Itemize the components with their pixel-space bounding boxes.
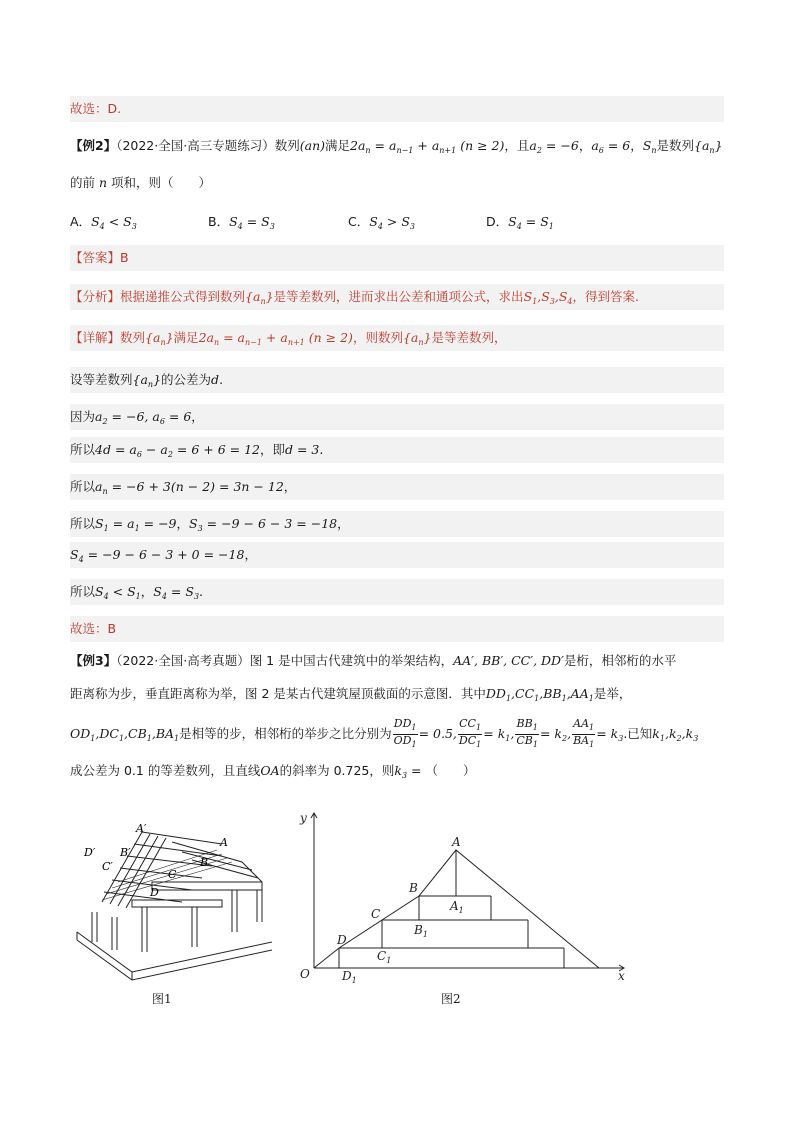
solution-step-4: 所以$a_n = -6 + 3(n - 2) = 3n - 12$， (70, 474, 724, 500)
math-expression: $a_2 = -6$, $a_6 = 6$ (95, 409, 192, 426)
text-span: （2022·全国·高考真题）图 1 是中国古代建筑中的举架结构， (116, 653, 454, 668)
math-expression: $\{a_n\}$ (402, 330, 432, 347)
fig2-label-o: O (300, 967, 310, 981)
math-recurrence: $2a_n = a_{n-1} + a_{n+1}$ (n ≥ 2) (350, 138, 505, 155)
text-span: 的公差为 (161, 372, 212, 387)
solution-step-2: 因为$a_2 = -6$, $a_6 = 6$， (70, 404, 724, 430)
text-span: ，得到答案. (572, 289, 639, 304)
fig1-label-c: C (168, 868, 177, 881)
solution-step-1: 设等差数列$\{a_n\}$的公差为d. (70, 367, 724, 393)
solution-step-6: $S_4 = -9 - 6 - 3 + 0 = -18$， (70, 542, 724, 568)
example3-line3 (70, 718, 724, 750)
figure2-roof-section (294, 808, 634, 983)
example2-source: （2022·全国·高三专题练习） (116, 138, 275, 153)
math-fraction: $\frac{CC_1}{DC_1}$ (458, 717, 482, 749)
math-expression: = $k_3$ (596, 726, 624, 743)
math-expression: $4d = a_6 - a_2 = 6 + 6 = 12$ (95, 442, 260, 459)
fig2-label-c: C (371, 907, 381, 921)
math-expression: $S_1,S_3,S_4$ (523, 289, 573, 306)
text-span: 是等差数列，进而求出公差和通项公式，求出 (273, 289, 524, 304)
fig2-label-d: D (337, 933, 347, 947)
example2-options (70, 209, 724, 235)
math-expression: $S_4 = S_3$ (153, 584, 200, 601)
detail-tag: 【详解】 (70, 330, 121, 345)
text-span: 所以 (70, 584, 96, 599)
math-expression: $a_n = -6 + 3(n - 2) = 3n - 12$ (95, 479, 284, 496)
prev-conclusion-text: 故选：D. (70, 101, 122, 116)
text-span: 是相等的步，相邻桁的举步之比分别为 (179, 726, 392, 741)
math-expression: $S_1 = a_1 = -9$ (95, 516, 177, 533)
fig1-label-c-prime: C′ (102, 860, 113, 873)
fig1-label-d: D (150, 886, 159, 899)
math-expression: $OD_1,DC_1,CB_1,BA_1$ (70, 726, 180, 743)
text-span: 所以 (70, 516, 96, 531)
math-n: n (95, 175, 112, 190)
math-expression: = $k_1$, (483, 726, 515, 743)
math-fraction: $\frac{AA_1}{BA_1}$ (573, 717, 595, 749)
figure2-caption: 图2 (441, 992, 461, 1006)
fig2-label-b1: $B_1$ (414, 923, 428, 939)
text-span: .已知 (623, 726, 653, 741)
math-expression: $k_3$ = (394, 763, 426, 780)
math-expression: $S_3 = -9 - 6 - 3 = -18$ (189, 516, 338, 533)
option-b-label: B． (208, 214, 230, 229)
fig1-label-a-prime: A′ (136, 822, 147, 835)
answer-line (70, 245, 724, 271)
option-b[interactable]: B．$S_4 = S_3$ (208, 214, 275, 231)
math-fraction: $\frac{BB_1}{CB_1}$ (516, 717, 538, 749)
final-conclusion-text: 故选：B (70, 621, 117, 636)
text-span: 根据递推公式得到数列 (120, 289, 246, 304)
math-expression: $S_4 < S_1$ (95, 584, 141, 601)
text-span: 因为 (70, 409, 96, 424)
fig1-label-b: B (200, 856, 209, 869)
text-span: 的斜率为 0.725，则 (279, 763, 395, 778)
math-expression: $S_4 = -9 - 6 - 3 + 0 = -18$ (70, 547, 245, 564)
example2-tag: 【例2】 (70, 138, 117, 153)
text-span: 所以 (70, 442, 96, 457)
fig2-label-a: A (452, 835, 461, 849)
text-span: 的前 (70, 175, 96, 190)
math-a6: $a_6 = 6$ (591, 138, 631, 155)
math-expression: OA (260, 763, 280, 778)
example3-line4 (70, 758, 724, 784)
fig1-label-b-prime: B′ (120, 846, 131, 859)
math-expression: = 0.5, (418, 726, 457, 741)
text-span: 项和，则（ ） (111, 175, 212, 190)
example3-line2 (70, 681, 724, 707)
math-fraction: $\frac{DD_1}{OD_1}$ (393, 717, 417, 749)
analysis-tag: 【分析】 (70, 289, 121, 304)
math-expression: AA′, BB′, CC′, DD′ (453, 653, 564, 668)
prev-conclusion (70, 96, 724, 122)
math-expression: d (211, 372, 220, 387)
text-span: ，则数列 (352, 330, 403, 345)
math-an-paren: (an) (299, 138, 325, 153)
math-expression: $\{a_n\}$ (145, 330, 174, 347)
math-expression: $2a_n = a_{n-1} + a_{n+1}$ (n ≥ 2) (198, 330, 353, 347)
option-c-label: C． (348, 214, 370, 229)
math-sn: $S_n$ (642, 138, 657, 155)
text-span: 数列 (120, 330, 146, 345)
figure1-roof-structure (72, 822, 272, 982)
fig2-label-x: x (618, 969, 625, 983)
math-expression: $\{a_n\}$ (245, 289, 274, 306)
text-span: 数列 (274, 138, 300, 153)
final-conclusion (70, 616, 724, 642)
figure1-caption: 图1 (152, 992, 172, 1006)
option-c[interactable]: C．$S_4 > S_3$ (348, 214, 415, 231)
example2-line2 (70, 170, 724, 196)
text-span: ，即 (259, 442, 285, 457)
text-span: 是桁，相邻桁的水平 (563, 653, 677, 668)
fig2-label-b: B (409, 881, 418, 895)
text-span: 所以 (70, 479, 96, 494)
solution-step-5: 所以$S_1 = a_1 = -9$，$S_3 = -9 - 6 - 3 = -18$， (70, 511, 724, 537)
fig2-label-y: y (300, 811, 307, 825)
text-span: ，且 (504, 138, 530, 153)
analysis-line (70, 284, 724, 310)
detail-line (70, 325, 724, 351)
fig2-label-a1: $A_1$ (450, 899, 464, 915)
example3-tag: 【例3】 (70, 653, 117, 668)
math-expression: $k_1,k_2,k_3$ (652, 726, 699, 743)
option-d[interactable]: D．$S_4 = S_1$ (486, 214, 554, 231)
fig2-label-d1: $D_1$ (342, 969, 357, 983)
math-a2: $a_2 = -6$ (529, 138, 579, 155)
text-span: 是等差数列， (431, 330, 507, 345)
solution-step-7: 所以$S_4 < S_1$，$S_4 = S_3$. (70, 579, 724, 605)
text-span: 距离称为步，垂直距离称为举，图 2 是某古代建筑屋顶截面的示意图．其中 (70, 686, 486, 701)
fig1-label-a: A (220, 836, 228, 849)
text-span: 满足 (325, 138, 351, 153)
math-expression: d = 3 (285, 442, 320, 457)
text-span: 设等差数列 (70, 372, 133, 387)
text-span: （ ） (425, 763, 476, 778)
fig2-label-c1: $C_1$ (377, 949, 392, 965)
example3-line1 (70, 648, 724, 674)
solution-step-3: 所以$4d = a_6 - a_2 = 6 + 6 = 12$，即d = 3. (70, 437, 724, 463)
text-span: 满足 (173, 330, 199, 345)
fig1-label-d-prime-text: D′ (84, 846, 96, 859)
text-span: 是数列 (656, 138, 695, 153)
option-a-label: A． (70, 214, 92, 229)
math-an-brace: $\{a_n\}$ (694, 138, 723, 155)
example2-line1: 【例2】（2022·全国·高三专题练习）数列(an)满足$2a_n = a_{n-1} + a_{n+1}$ (n ≥ 2)，且$a_2 = -6$，$a_6 = 6$，$S_n$是数列$\{a_n\}$ (70, 138, 723, 155)
option-a[interactable]: A．$S_4 < S_3$ (70, 214, 137, 231)
text-span: 是举， (593, 686, 632, 701)
math-expression: $DD_1,CC_1,BB_1,AA_1$ (485, 686, 594, 703)
math-expression: $\{a_n\}$ (132, 372, 162, 389)
text-span: 成公差为 0.1 的等差数列，且直线 (70, 763, 261, 778)
answer-text: 【答案】B (70, 250, 129, 265)
option-d-label: D． (486, 214, 509, 229)
math-expression: = $k_2$, (539, 726, 572, 743)
